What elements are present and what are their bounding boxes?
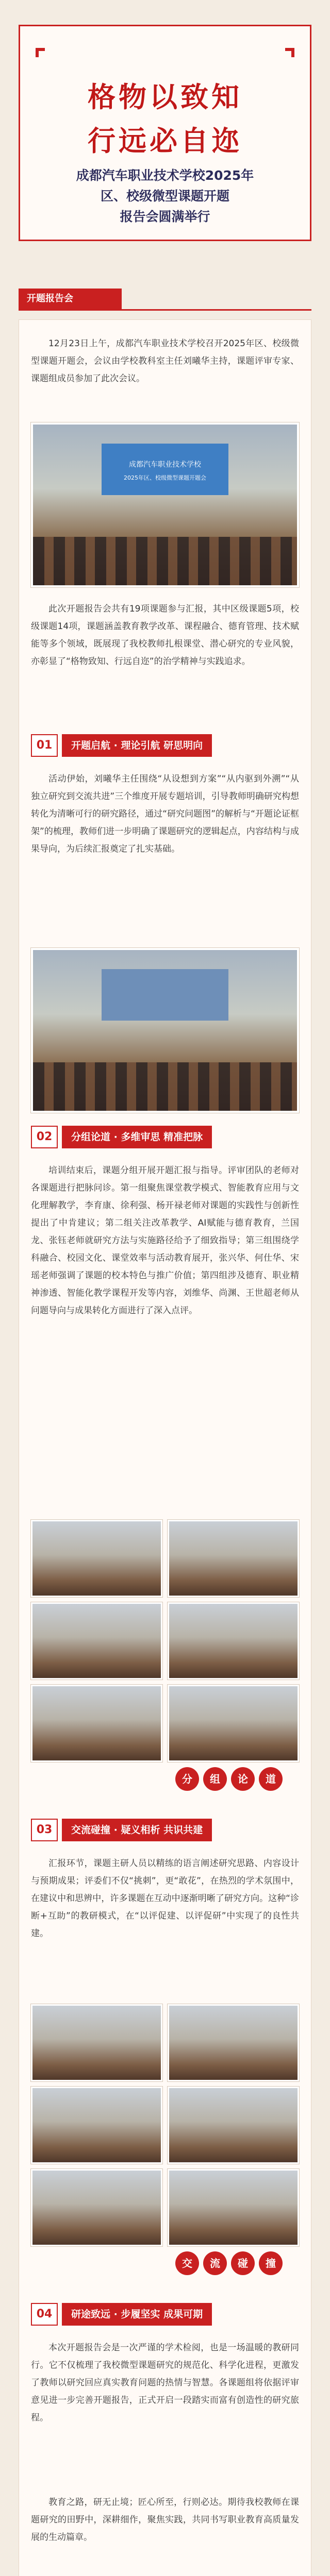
- intro-paragraph: 12月23日上午，成都汽车职业技术学校召开2025年区、校级微型课题开题会，会议由学校教科室主任刘曦华主持，课题评审专家、课题组成员参加了此次会议。: [31, 338, 299, 384]
- subsection-03-paragraph: 汇报环节，课题主研人员以精练的语言阐述研究思路、内容设计与预期成果；评委们不仅“挑刺”，更“敢花”，在热烈的学术氛围中，在建议中和思辨中，许多课题在互动中逐渐明晰了研究方向。这种“诊断+互助”的教研模式，在“以评促建、以评促研”中实现了的良性共建。: [31, 1858, 299, 1939]
- group-photo: [168, 1685, 299, 1762]
- audience: [33, 1062, 297, 1111]
- subsection-number: 03: [31, 1819, 58, 1841]
- projector-screen: [102, 444, 228, 495]
- subsection-number: 04: [31, 2303, 58, 2326]
- hero-subtitle-line1: 成都汽车职业技术学校2025年: [76, 168, 254, 183]
- group-photo: [168, 1602, 299, 1680]
- subsection-04-paragraph-1: 本次开题报告会是一次严谨的学术检阅，也是一场温暖的教研同行。它不仅梳理了我校微型课题研究的规范化、科学化进程，更激发了教师以研究回应真实教育问题的热情与智慧。各课题组将依据评审意见进一步完善开题报告，正式开启一段踏实而富有创造性的研究旅程。: [31, 2343, 299, 2423]
- discussion-photo: [31, 2004, 162, 2081]
- stamp-char: 道: [259, 1767, 283, 1791]
- group-photo: [31, 1520, 162, 1597]
- subsection-02-paragraph: 培训结束后，课题分组开展开题汇报与指导。评审团队的老师对各课题进行把脉问诊。第一组聚焦课堂教学模式、智能教育应用与文化理解教学，李育康、徐利强、杨开禄老师对课题的实践性与创新性提出了中肯建议；第二组关注改革教学、AI赋能与德育教育，兰国龙、张钰老师就研究方法与实施路径给予了细致指导；第三组围绕学科融合、校园文化、课堂效率与活动教育展开，张兴华、何仕华、宋瑶老师强调了课题的校本特色与推广价值；第四组涉及德育、职业精神渗透、智能化教学课程开发等内容，刘维华、尚渊、王世超老师从问题导向与成果转化方面进行了深入点评。: [31, 1165, 299, 1316]
- group-photo: [168, 1520, 299, 1597]
- screen-text-line2: 2025年区、校级微型课题开题会: [123, 474, 206, 482]
- corner-accent-right: [285, 48, 294, 57]
- hero-card: [19, 25, 311, 241]
- discussion-photo: [31, 2169, 162, 2246]
- stamp-char: 组: [203, 1767, 227, 1791]
- subsection-number: 02: [31, 1126, 58, 1148]
- projector-screen: [102, 969, 228, 1021]
- discussion-photo: [168, 2087, 299, 2164]
- overview-paragraph: 此次开题报告会共有19项课题参与汇报，其中区级课题5项，校级课题14项，课题涵盖教育教学改革、课程融合、德育管理、技术赋能等多个领域，既展现了我校教师扎根课堂、潜心研究的专业风貌，亦彰显了“格物致知、行远自迩”的治学精神与实践追求。: [31, 604, 299, 667]
- subsection-title: 研途致远 · 步履坚实 成果可期: [62, 2303, 212, 2326]
- section-divider: [19, 309, 311, 311]
- meeting-photo: [31, 422, 299, 587]
- subsection-title: 开题启航 · 理论引航 研思明向: [62, 734, 212, 757]
- discussion-photo: [31, 2087, 162, 2164]
- stamp-char: 流: [203, 2251, 227, 2275]
- stamp-char: 碰: [231, 2251, 255, 2275]
- subsection-01-paragraph: 活动伊始，刘曦华主任围绕“从设想到方案”“从内驱到外溯”“从独立研究到交流共进”三个维度开展专题培训，引导教师明确研究构想转化为清晰可行的研究路径，通过“研究问题图”的解析与“开题论证框架”的梳理，教师们进一步明确了课题研究的逻辑起点，内容结构与成果导向，为后续汇报奠定了扎实基础。: [31, 774, 299, 854]
- audience: [33, 537, 297, 585]
- subsection-title: 分组论道 · 多维审思 精准把脉: [62, 1126, 212, 1148]
- subsection-number: 01: [31, 734, 58, 757]
- hero-subtitle-line2: 区、校级微型课题开题: [100, 189, 229, 204]
- subsection-title: 交流碰撞 · 疑义相析 共识共建: [62, 1819, 212, 1841]
- training-photo: [31, 948, 299, 1113]
- corner-accent-left: [36, 48, 45, 57]
- stamp-char: 撞: [259, 2251, 283, 2275]
- hero-title-line1: 格物以致知: [88, 80, 242, 113]
- group-photo: [31, 1685, 162, 1762]
- hero-subtitle-line3: 报告会圆满举行: [120, 209, 210, 224]
- group-photo: [31, 1602, 162, 1680]
- stamp-char: 交: [175, 2251, 199, 2275]
- discussion-photo: [168, 2169, 299, 2246]
- subsection-04-paragraph-2: 教育之路，研无止境；匠心所至，行则必达。期待我校教师在课题研究的田野中，深耕细作，聚焦实践，共同书写职业教育高质量发展的生动篇章。: [31, 2497, 299, 2543]
- hero-title-line2: 行远必自迩: [88, 124, 242, 157]
- section-banner: 开题报告会: [19, 289, 122, 309]
- stamp-char: 论: [231, 1767, 255, 1791]
- stamp-char: 分: [175, 1767, 199, 1791]
- screen-text-line1: 成都汽车职业技术学校: [128, 461, 201, 469]
- discussion-photo: [168, 2004, 299, 2081]
